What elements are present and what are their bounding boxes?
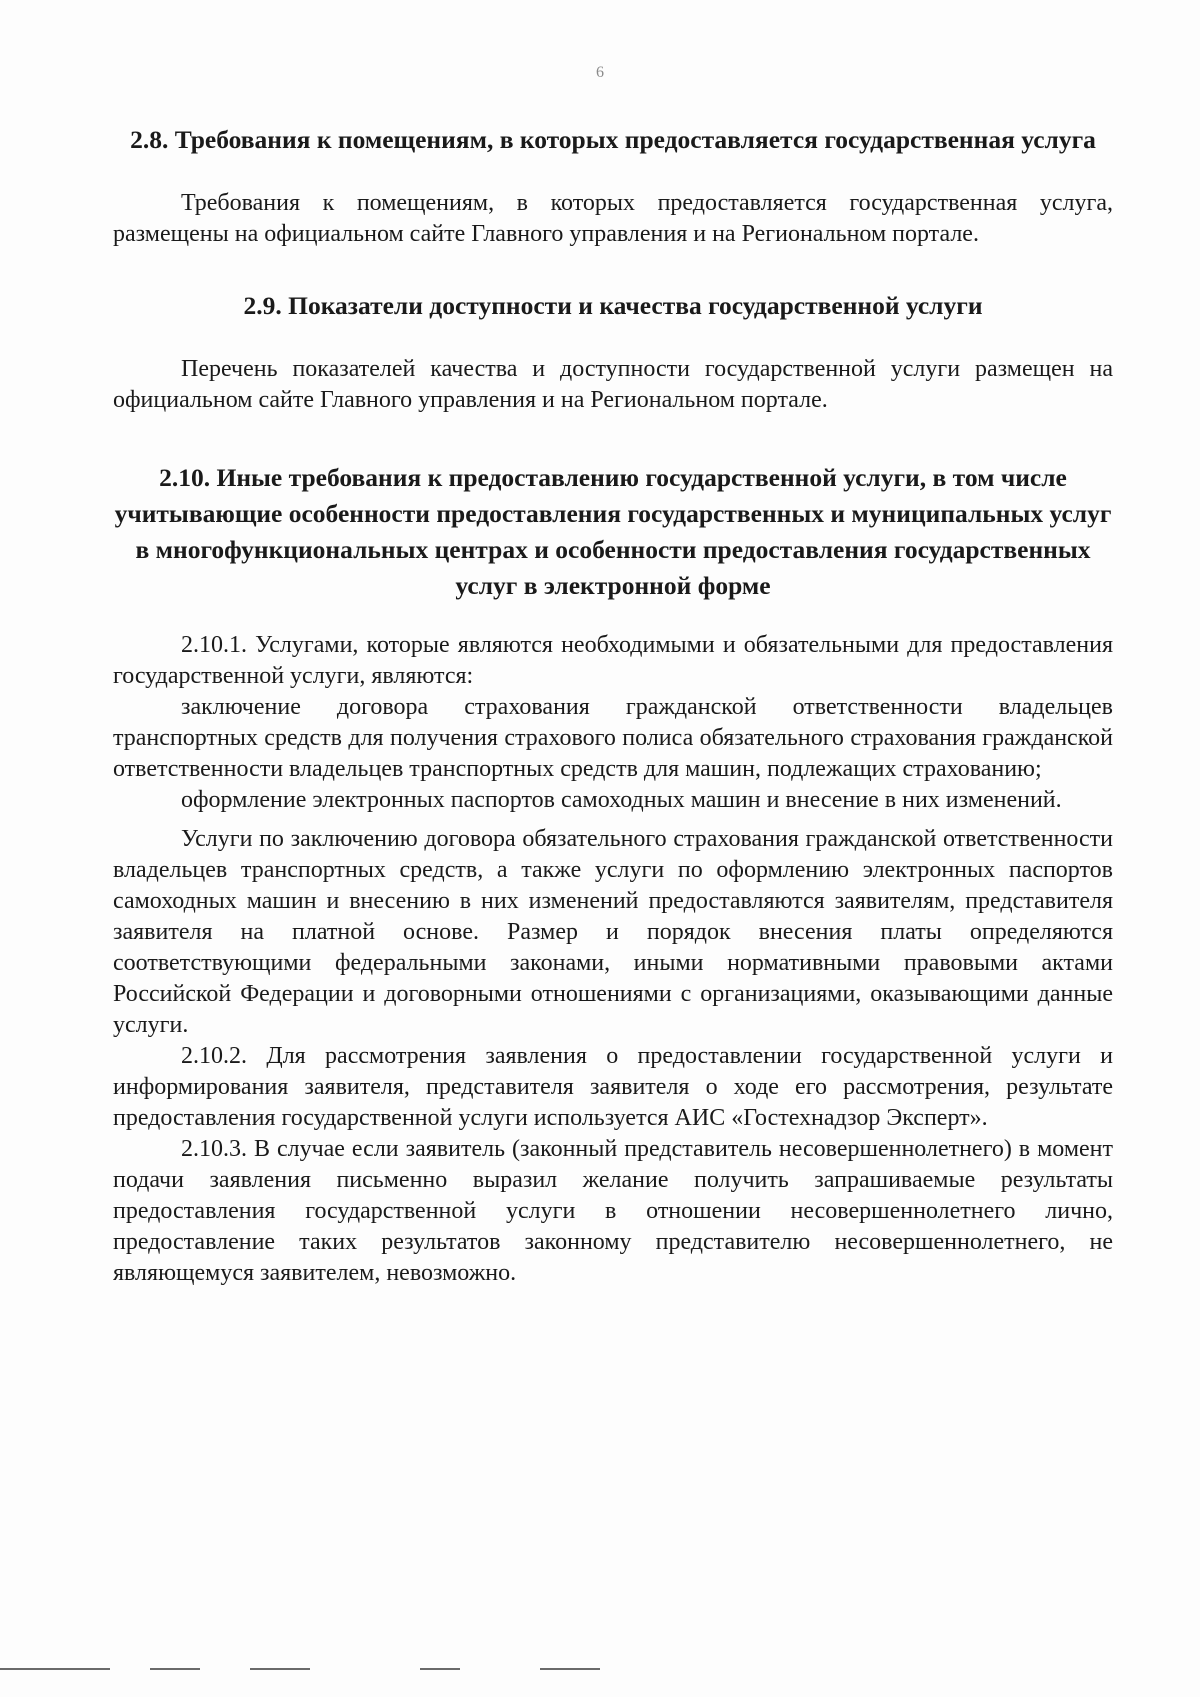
scan-artifact-line	[420, 1668, 460, 1670]
page-number: 6	[596, 64, 604, 81]
scan-artifact-line	[0, 1668, 110, 1670]
section-2-10-1-item-1: заключение договора страхования гражданской ответственности владельцев транспортных средств для получения страхового полиса обязательного страхования гражданской ответственности владельцев транспортных средств для машин, подлежащих страхованию;	[113, 694, 1113, 782]
section-2-10-1-text: 2.10.1. Услугами, которые являются необходимыми и обязательными для предоставления государственной услуги, являются:	[113, 632, 1113, 689]
section-2-8-text: Требования к помещениям, в которых предоставляется государственная услуга, размещены на официальном сайте Главного управления и на Региональном портале.	[113, 190, 1113, 247]
section-2-10-title: 2.10. Иные требования к предоставлению государственной услуги, в том числе учитывающие особенности предоставления государственных и муниципальных услуг в многофункциональных центрах и особенности предоставления государственных услуг в электронной форме	[114, 463, 1112, 600]
section-2-10-1-item-2: оформление электронных паспортов самоходных машин и внесение в них изменений.	[181, 787, 1062, 813]
section-2-10-3-text: 2.10.3. В случае если заявитель (законный представитель несовершеннолетнего) в момент подачи заявления письменно выразил желание получить запрашиваемые результаты предоставления государственной услуги в отношении несовершеннолетнего лично, предоставление таких результатов законному представителю несовершеннолетнего, не являющемуся заявителем, невозможно.	[113, 1136, 1113, 1286]
scan-artifact-line	[150, 1668, 200, 1670]
section-2-8-title: 2.8. Требования к помещениям, в которых предоставляется государственная услуга	[130, 125, 1096, 154]
section-2-9-text: Перечень показателей качества и доступности государственной услуги размещен на официальном сайте Главного управления и на Региональном портале.	[113, 356, 1113, 413]
section-2-9-title: 2.9. Показатели доступности и качества государственной услуги	[243, 291, 983, 320]
section-2-10-2-text: 2.10.2. Для рассмотрения заявления о предоставлении государственной услуги и информирования заявителя, представителя заявителя о ходе его рассмотрения, результате предоставления государственной услуги используется АИС «Гостехнадзор Эксперт».	[113, 1043, 1113, 1131]
scan-artifact-line	[540, 1668, 600, 1670]
scan-artifact-line	[250, 1668, 310, 1670]
scan-artifact-lines	[0, 1668, 1200, 1674]
document-body	[113, 122, 1113, 1289]
section-2-10-1-paid-services-text: Услуги по заключению договора обязательного страхования гражданской ответственности владельцев транспортных средств, а также услуги по оформлению электронных паспортов самоходных машин и внесению в них изменений предоставляются заявителям, представителя заявителя на платной основе. Размер и порядок внесения платы определяются соответствующими федеральными законами, иными нормативными правовыми актами Российской Федерации и договорными отношениями с организациями, оказывающими данные услуги.	[113, 826, 1113, 1038]
